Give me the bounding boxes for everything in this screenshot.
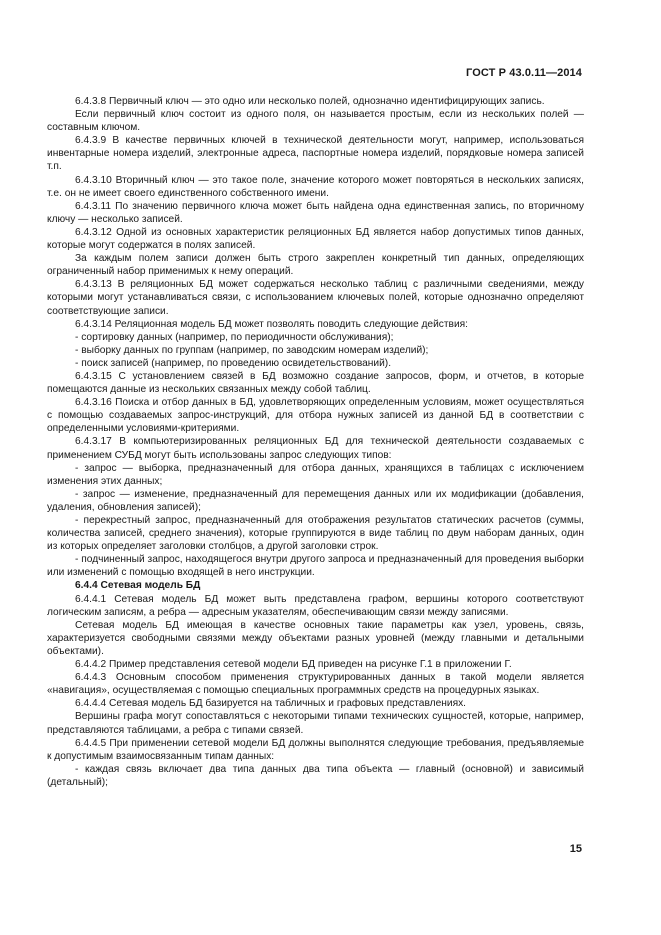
paragraph: 6.4.3.11 По значению первичного ключа может быть найдена одна единственная запись, по вторичному ключу — несколько записей. xyxy=(47,200,584,225)
document-code: ГОСТ Р 43.0.11—2014 xyxy=(466,67,582,79)
list-item: - подчиненный запрос, находящегося внутри другого запроса и предназначенный для проведения выборки или изменений с помощью входящей в него инструкции. xyxy=(47,554,584,579)
list-item: - перекрестный запрос, предназначенный для отображения результатов статических расчетов (суммы, количества записей, среднего значения), которые группируются в виде таблиц по двум наборам данных, один из которых определяет заголовки столбцов, а другой заголовки строк. xyxy=(47,515,584,553)
paragraph: Вершины графа могут сопоставляться с некоторыми типами технических сущностей, которые, например, представляются таблицами, а ребра с типами связей. xyxy=(47,711,584,736)
paragraph: 6.4.3.13 В реляционных БД может содержаться несколько таблиц с различными сведениями, между которыми могут устанавливаться связи, с использованием ключевых полей, которые однозначно определяют соответствующие записи. xyxy=(47,279,584,317)
paragraph: 6.4.4.1 Сетевая модель БД может выть представлена графом, вершины которого соответствуют логическим записям, а ребра — адресным указателям, обеспечивающим связи между записями. xyxy=(47,593,584,618)
list-item: - запрос — выборка, предназначенный для отбора данных, хранящихся в таблицах с исключением изменения этих данных; xyxy=(47,462,584,487)
paragraph: 6.4.4.5 При применении сетевой модели БД должны выполнятся следующие требования, предъявляемые к допустимым взаимосвязанным типам данных: xyxy=(47,737,584,762)
paragraph: 6.4.3.17 В компьютеризированных реляционных БД для технической деятельности создаваемых с применением СУБД могут быть использованы запрос следующих типов: xyxy=(47,436,584,461)
paragraph: Если первичный ключ состоит из одного поля, он называется простым, если из нескольких полей — составным ключом. xyxy=(47,109,584,134)
page-number: 15 xyxy=(569,843,582,855)
paragraph: 6.4.4.3 Основным способом применения структурированных данных в такой модели является «навигация», осуществляемая с помощью специальных программных средств на процедурных языках. xyxy=(47,672,584,697)
list-item: - сортировку данных (например, по периодичности обслуживания); xyxy=(75,331,394,343)
document-body xyxy=(47,95,584,789)
paragraph: 6.4.3.16 Поиска и отбор данных в БД, удовлетворяющих определенным условиям, может осуществляться с помощью создаваемых запрос-инструкций, для отбора нужных записей из данной БД в соответствии с определенными условиями-критериями. xyxy=(47,397,584,435)
paragraph: 6.4.4.4 Сетевая модель БД базируется на табличных и графовых представлениях. xyxy=(75,698,467,710)
paragraph: За каждым полем записи должен быть строго закреплен конкретный тип данных, определяющих ограниченный набор применимых к нему операций. xyxy=(47,253,584,278)
list-item: - выборку данных по группам (например, по заводским номерам изделий); xyxy=(75,344,429,356)
list-item: - каждая связь включает два типа данных два типа объекта — главный (основной) и зависимый (детальный); xyxy=(47,763,584,788)
paragraph: 6.4.3.8 Первичный ключ — это одно или несколько полей, однозначно идентифицирующих запись. xyxy=(75,96,545,107)
paragraph: 6.4.3.10 Вторичный ключ — это такое поле, значение которого может повторяться в нескольких записях, т.е. он не имеет своего единственного собственного имени. xyxy=(47,174,584,199)
list-item: - запрос — изменение, предназначенный для перемещения данных или их модификации (добавления, удаления, обновления записей); xyxy=(47,488,584,513)
paragraph: 6.4.3.12 Одной из основных характеристик реляционных БД является набор допустимых типов данных, которые могут содержатся в полях записей. xyxy=(47,226,584,252)
paragraph: 6.4.3.9 В качестве первичных ключей в технической деятельности могут, например, использоваться инвентарные номера изделий, электронные адреса, паспортные номера изделий, порядковые номера записей т.п. xyxy=(47,135,584,173)
paragraph: 6.4.3.14 Реляционная модель БД может позволять поводить следующие действия: xyxy=(75,318,468,330)
paragraph: 6.4.4.2 Пример представления сетевой модели БД приведен на рисунке Г.1 в приложении Г. xyxy=(75,659,512,671)
section-heading: 6.4.4 Сетевая модель БД xyxy=(75,580,201,592)
paragraph: Сетевая модель БД имеющая в качестве основных такие параметры как узел, уровень, связь, характеризуется свободными связями между объектами разных уровней (между главными и детальными объектами). xyxy=(47,619,584,657)
paragraph: 6.4.3.15 С установлением связей в БД возможно создание запросов, форм, и отчетов, в которые помещаются данные из нескольких связанных между собой таблиц. xyxy=(47,370,584,396)
list-item: - поиск записей (например, по проведению освидетельствований). xyxy=(75,357,392,369)
